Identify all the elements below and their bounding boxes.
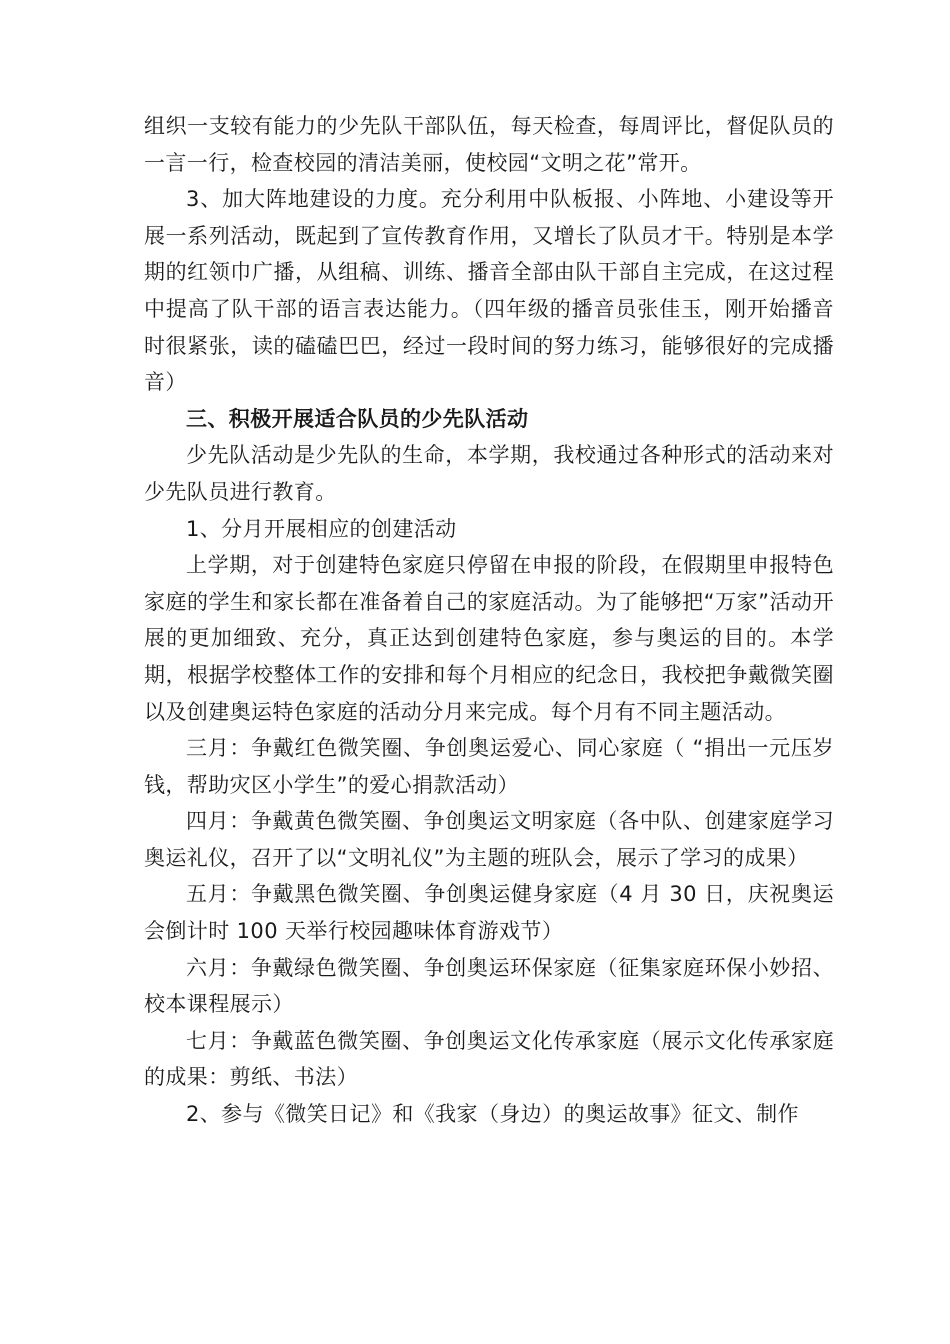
month-item-july: 七月：争戴蓝色微笑圈、争创奥运文化传承家庭（展示文化传承家庭的成果：剪纸、书法） [144,1028,834,1090]
paragraph: 少先队活动是少先队的生命，本学期，我校通过各种形式的活动来对少先队员进行教育。 [144,443,834,504]
section-heading: 三、积极开展适合队员的少先队活动 [186,406,529,431]
paragraph: 3、加大阵地建设的力度。充分利用中队板报、小阵地、小建设等开展一系列活动，既起到了宣传教育作用，又增长了队员才干。特别是本学期的红领巾广播，从组稿、训练、播音全部由队干部自主完成，在这过程中提高了队干部的语言表达能力。（四年级的播音员张佳玉，刚开始播音时很紧张，读的磕磕巴巴，经过一段时间的努力练习，能够很好的完成播音） [144,187,834,395]
paragraph: 组织一支较有能力的少先队干部队伍，每天检查，每周评比，督促队员的一言一行，检查校园的清洁美丽，使校园“文明之花”常开。 [144,114,834,175]
month-item-may: 五月：争戴黑色微笑圈、争创奥运健身家庭（4 月 30 日，庆祝奥运会倒计时 100 天举行校园趣味体育游戏节） [144,882,834,944]
document-body [144,108,834,1133]
month-item-march: 三月：争戴红色微笑圈、争创奥运爱心、同心家庭（ “捐出一元压岁钱，帮助灾区小学生”的爱心捐款活动） [144,736,834,797]
paragraph: 上学期，对于创建特色家庭只停留在申报的阶段，在假期里申报特色家庭的学生和家长都在准备着自己的家庭活动。为了能够把“万家”活动开展的更加细致、充分，真正达到创建特色家庭，参与奥运的目的。本学期，根据学校整体工作的安排和每个月相应的纪念日，我校把争戴微笑圈以及创建奥运特色家庭的活动分月来完成。每个月有不同主题活动。 [144,553,834,724]
subheading: 1、分月开展相应的创建活动 [186,516,457,541]
month-item-june: 六月：争戴绿色微笑圈、争创奥运环保家庭（征集家庭环保小妙招、校本课程展示） [144,955,834,1017]
subheading: 2、参与《微笑日记》和《我家（身边）的奥运故事》征文、制作 [186,1102,799,1127]
month-item-april: 四月：争戴黄色微笑圈、争创奥运文明家庭（各中队、创建家庭学习奥运礼仪，召开了以“文明礼仪”为主题的班队会，展示了学习的成果） [144,809,834,870]
